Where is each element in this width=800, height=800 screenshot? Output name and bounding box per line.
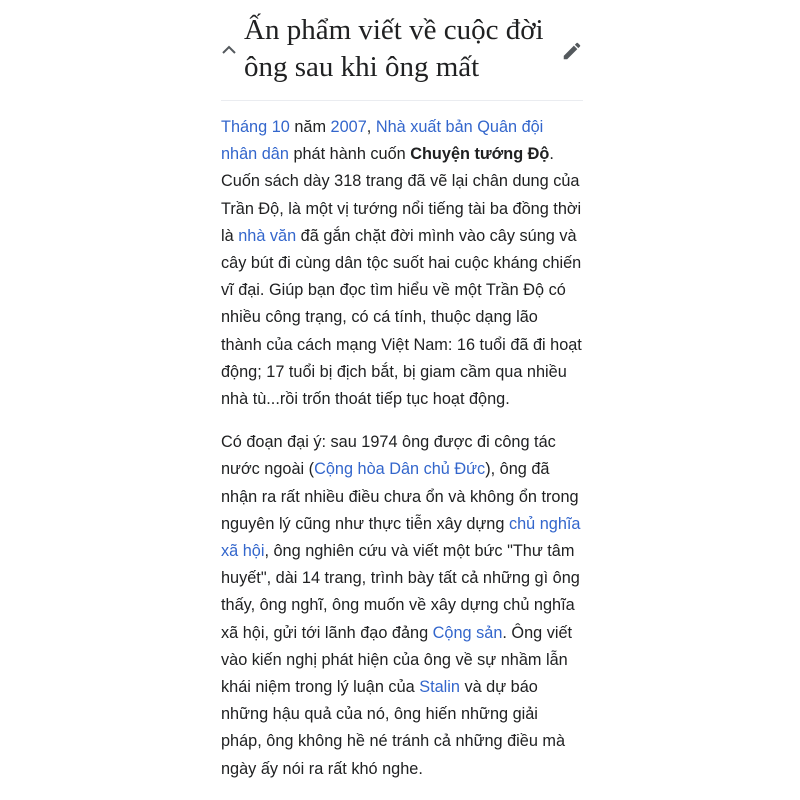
text-span: và dự báo những hậu quả của nó, ông hiến những giải pháp, ông không hề né tránh cả những điều mà ngày ấy nói ra rất khó nghe. [221, 678, 566, 778]
link-cong-san[interactable]: Cộng sản [432, 623, 503, 642]
text-span: Có đoạn đại ý: sau 1974 ông được đi công tác nước ngoài ( [221, 433, 556, 479]
text-span: phát hành cuốn [288, 145, 411, 164]
link-nha-van[interactable]: nhà văn [238, 226, 297, 245]
link-nha-xuat-ban[interactable]: Nhà xuất bản Quân đội nhân dân [221, 118, 544, 164]
pencil-icon[interactable] [561, 40, 583, 62]
text-span: . Ông viết vào kiến nghị phát hiện của ông về sự nhầm lẫn khái niệm trong lý luận của [221, 623, 573, 697]
text-span: đã gắn chặt đời mình vào cây súng và cây bút đi cùng dân tộc suốt hai cuộc kháng chiến vĩ đại. Giúp bạn đọc tìm hiểu về một Trần Độ có nhiều công trạng, có cá tính, thuộc dạng lão thành của cách mạng Việt Nam: 16 tuổi đã đi hoạt động; 17 tuổi bị địch bắt, bị giam cầm qua nhiều nhà tù...rồi trốn thoát tiếp tục hoạt động. [221, 226, 582, 409]
text-span: . Cuốn sách dày 318 trang đã vẽ lại chân dung của Trần Độ, là một vị tướng nổi tiếng tài ba đồng thời là [221, 145, 582, 245]
link-thang-10[interactable]: Tháng 10 [221, 118, 290, 136]
link-cong-hoa-dan-chu-duc[interactable]: Cộng hòa Dân chủ Đức [314, 460, 486, 479]
section-title: Ấn phẩm viết về cuộc đời ông sau khi ông mất [244, 14, 544, 83]
article-section [221, 12, 583, 783]
text-span: , ông nghiên cứu và viết một bức "Thư tâm huyết", dài 14 trang, trình bày tất cả những gì ông thấy, ông nghĩ, ông muốn về xây dựng chủ nghĩa xã hội, gửi tới lãnh đạo đảng [221, 542, 580, 642]
paragraph [221, 429, 583, 783]
text-span: , [366, 118, 376, 136]
paragraph [221, 114, 583, 413]
text-span: ), ông đã nhận ra rất nhiều điều chưa ổn và không ổn trong nguyên lý cũng như thực tiễn xây dựng [221, 460, 579, 533]
link-chu-nghia-xa-hoi[interactable]: chủ nghĩa xã hội [221, 514, 581, 561]
link-stalin[interactable]: Stalin [419, 678, 460, 697]
book-title: Chuyện tướng Độ [410, 145, 550, 164]
section-header[interactable] [221, 12, 583, 101]
section-content [221, 114, 583, 783]
link-2007[interactable]: 2007 [330, 118, 367, 136]
text-span: năm [289, 118, 331, 136]
chevron-up-icon[interactable] [221, 42, 237, 58]
